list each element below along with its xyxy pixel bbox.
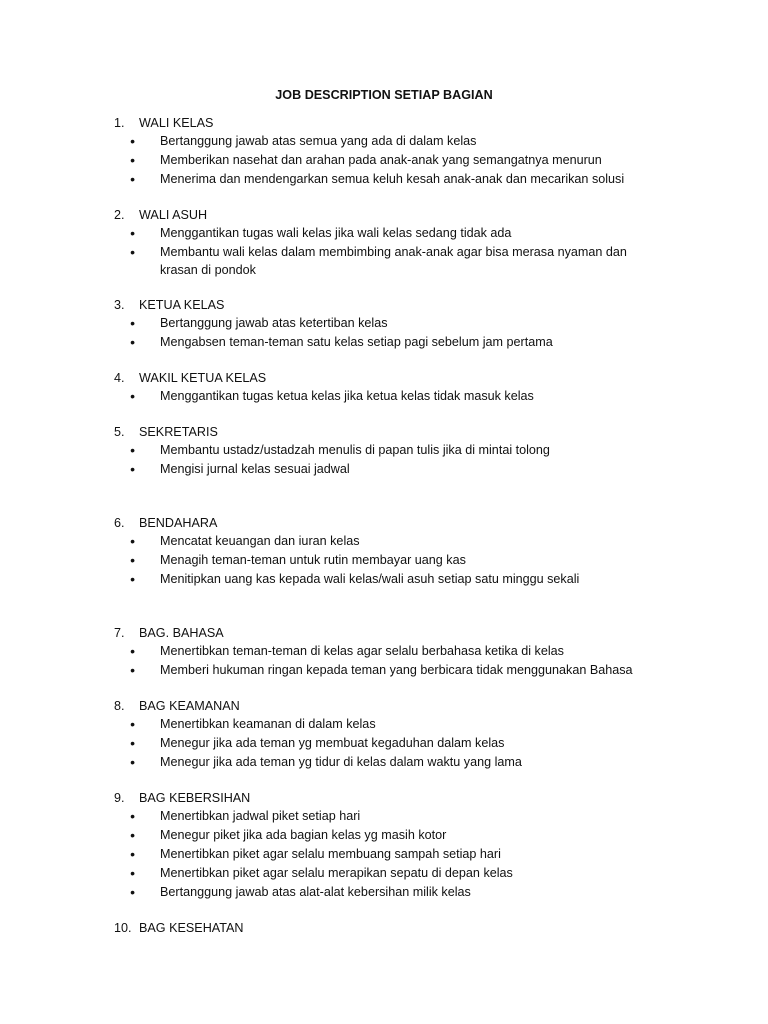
bullet-icon	[114, 170, 160, 189]
list-item: • Menertibkan piket agar selalu merapikan sepatu di depan kelas	[114, 864, 694, 883]
list-item: • Bertanggung jawab atas alat-alat kebersihan milik kelas	[114, 883, 694, 902]
list-item: • Menegur jika ada teman yg tidur di kelas dalam waktu yang lama	[114, 753, 694, 772]
bullet-icon	[114, 151, 160, 170]
bullet-icon	[114, 807, 160, 826]
section-heading: BAG KEBERSIHAN	[139, 791, 251, 805]
bullet-icon	[114, 551, 160, 570]
list-item: • Bertanggung jawab atas ketertiban kelas	[114, 314, 694, 333]
section-number: 3.	[114, 298, 125, 312]
list-item: • Mengisi jurnal kelas sesuai jadwal	[114, 460, 694, 479]
section-bag-keamanan	[114, 697, 694, 772]
list-item: • Menertibkan teman-teman di kelas agar selalu berbahasa ketika di kelas	[114, 642, 694, 661]
bullet-icon	[114, 734, 160, 753]
section-bag-bahasa	[114, 624, 694, 680]
section-number: 1.	[114, 116, 125, 130]
bullet-icon	[114, 715, 160, 734]
section-heading: BAG KESEHATAN	[139, 921, 244, 935]
bullet-icon	[114, 243, 160, 279]
bullet-icon	[114, 532, 160, 551]
list-item: • Memberikan nasehat dan arahan pada anak-anak yang semangatnya menurun	[114, 151, 694, 170]
list-item: • Mengabsen teman-teman satu kelas setiap pagi sebelum jam pertama	[114, 333, 694, 352]
section-number: 9.	[114, 791, 125, 805]
list-item: • Menertibkan jadwal piket setiap hari	[114, 807, 694, 826]
bullet-icon	[114, 753, 160, 772]
section-number: 4.	[114, 371, 125, 385]
bullet-icon	[114, 132, 160, 151]
bullet-icon	[114, 845, 160, 864]
section-bendahara	[114, 514, 694, 589]
bullet-icon	[114, 333, 160, 352]
bullet-icon	[114, 864, 160, 883]
section-heading: BENDAHARA	[139, 516, 218, 530]
section-heading: SEKRETARIS	[139, 425, 218, 439]
section-bag-kebersihan	[114, 789, 694, 902]
bullet-icon	[114, 570, 160, 589]
list-item: • Memberi hukuman ringan kepada teman yang berbicara tidak menggunakan Bahasa	[114, 661, 694, 680]
list-item: • Mencatat keuangan dan iuran kelas	[114, 532, 694, 551]
list-item: • Menagih teman-teman untuk rutin membayar uang kas	[114, 551, 694, 570]
bullet-icon	[114, 460, 160, 479]
section-ketua-kelas	[114, 296, 694, 352]
section-number: 8.	[114, 699, 125, 713]
bullet-icon	[114, 826, 160, 845]
section-number: 5.	[114, 425, 125, 439]
list-item: • Menitipkan uang kas kepada wali kelas/wali asuh setiap satu minggu sekali	[114, 570, 694, 589]
list-item: • Menegur piket jika ada bagian kelas yg masih kotor	[114, 826, 694, 845]
list-item: • Menerima dan mendengarkan semua keluh kesah anak-anak dan mecarikan solusi	[114, 170, 694, 189]
list-item: • Menegur jika ada teman yg membuat kegaduhan dalam kelas	[114, 734, 694, 753]
section-number: 2.	[114, 208, 125, 222]
section-wali-kelas	[114, 114, 694, 189]
document-title: JOB DESCRIPTION SETIAP BAGIAN	[275, 88, 493, 102]
list-item: • Menertibkan piket agar selalu membuang sampah setiap hari	[114, 845, 694, 864]
section-heading: WALI ASUH	[139, 208, 208, 222]
bullet-icon	[114, 642, 160, 661]
section-heading: WALI KELAS	[139, 116, 214, 130]
section-wakil-ketua-kelas	[114, 369, 694, 406]
section-number: 6.	[114, 516, 125, 530]
section-number: 10.	[114, 921, 132, 935]
section-sekretaris	[114, 423, 694, 479]
section-wali-asuh	[114, 206, 694, 279]
bullet-icon	[114, 387, 160, 406]
bullet-icon	[114, 441, 160, 460]
section-heading: WAKIL KETUA KELAS	[139, 371, 267, 385]
list-item: • Membantu wali kelas dalam membimbing anak-anak agar bisa merasa nyaman dan krasan di pondok	[114, 243, 694, 279]
list-item: • Membantu ustadz/ustadzah menulis di papan tulis jika di mintai tolong	[114, 441, 694, 460]
list-item: • Menertibkan keamanan di dalam kelas	[114, 715, 694, 734]
job-description-list	[114, 114, 694, 937]
bullet-icon	[114, 883, 160, 902]
section-number: 7.	[114, 626, 125, 640]
list-item: • Menggantikan tugas wali kelas jika wali kelas sedang tidak ada	[114, 224, 694, 243]
section-bag-kesehatan	[114, 919, 694, 937]
bullet-icon	[114, 661, 160, 680]
list-item: • Menggantikan tugas ketua kelas jika ketua kelas tidak masuk kelas	[114, 387, 694, 406]
section-heading: KETUA KELAS	[139, 298, 225, 312]
section-heading: BAG KEAMANAN	[139, 699, 240, 713]
section-heading: BAG. BAHASA	[139, 626, 224, 640]
bullet-icon	[114, 224, 160, 243]
bullet-icon	[114, 314, 160, 333]
list-item: • Bertanggung jawab atas semua yang ada di dalam kelas	[114, 132, 694, 151]
